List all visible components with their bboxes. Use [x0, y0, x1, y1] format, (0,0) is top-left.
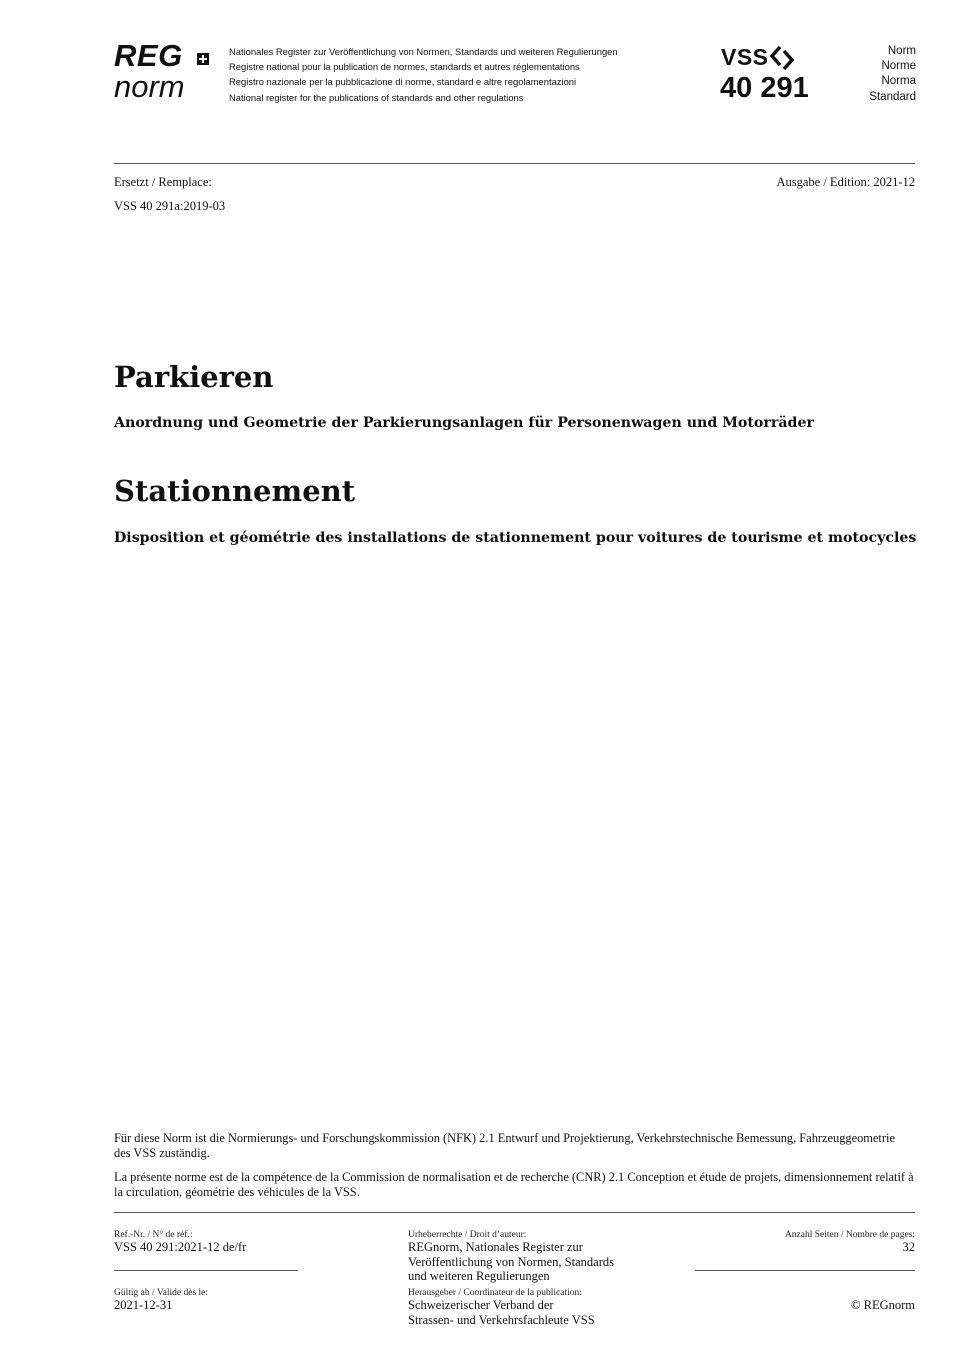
header-divider: [114, 163, 915, 164]
standard-number: 40 291: [720, 72, 809, 104]
pages-underline: [695, 1270, 915, 1271]
pages-value: 32: [902, 1240, 915, 1254]
swiss-cross-icon: [197, 53, 209, 65]
publisher-line: Strassen- und Verkehrsfachleute VSS: [408, 1312, 595, 1327]
regnorm-logo-norm: norm: [114, 69, 185, 104]
publisher-line: Schweizerischer Verband der: [408, 1298, 554, 1312]
norm-label-fr: Norme: [881, 60, 916, 73]
register-line-en: National register for the publications of standards and other regulations: [229, 91, 524, 103]
publisher-label: Herausgeber / Coordinateur de la publication:: [408, 1288, 582, 1298]
copyright-holder: [408, 1240, 614, 1284]
responsibility-fr: La présente norme est de la compétence de la Commission de normalisation et de recherche (CNR) 2.1 Conception et étude de projets, dimensionnement relatif à la circulation, géométrie des véhicules de la VSS.: [114, 1170, 914, 1199]
pages-label: Anzahl Seiten / Nombre de pages:: [784, 1230, 915, 1240]
copyright-line: Veröffentlichung von Normen, Standards: [408, 1254, 614, 1269]
copyright-line: und weiteren Regulierungen: [408, 1269, 550, 1284]
replaces-label: Ersetzt / Remplace:: [114, 175, 212, 189]
ref-underline: [114, 1270, 298, 1271]
register-description: [229, 44, 618, 105]
norm-language-labels: [850, 44, 916, 105]
register-line-de: Nationales Register zur Veröffentlichung von Normen, Standards und weiteren Regulierungen: [229, 46, 618, 57]
vss-logo-text: VSS: [721, 44, 769, 70]
title-fr: Stationnement: [114, 474, 356, 508]
vss-chevron-icon: [770, 45, 798, 71]
valid-label: Gültig ab / Valide dès le:: [114, 1288, 209, 1298]
ref-value: VSS 40 291:2021-12 de/fr: [114, 1240, 247, 1254]
norm-label-de: Norm: [887, 45, 916, 57]
regnorm-logo-reg: REG: [114, 38, 183, 73]
copyright-label: Urheberrechte / Droit d’auteur:: [408, 1230, 527, 1240]
replaces-value: VSS 40 291a:2019-03: [114, 199, 226, 213]
publisher-name: [408, 1298, 595, 1327]
valid-value: 2021-12-31: [114, 1298, 173, 1312]
register-line-it: Registro nazionale per la pubblicazione di norme, standard e altre regolamentazioni: [229, 76, 577, 88]
copyright-line: REGnorm, Nationales Register zur: [408, 1240, 583, 1254]
norm-label-it: Norma: [881, 75, 916, 88]
subtitle-de: Anordnung und Geometrie der Parkierungsanlagen für Personenwagen und Motorräder: [114, 415, 814, 431]
copyright-mark: © REGnorm: [850, 1298, 915, 1312]
norm-label-en: Standard: [869, 90, 916, 103]
edition-info: Ausgabe / Edition: 2021-12: [776, 175, 915, 189]
ref-label: Ref.-Nr. / N° de réf.:: [114, 1230, 193, 1240]
responsibility-de: Für diese Norm ist die Normierungs- und Forschungskommission (NFK) 2.1 Entwurf und Projektierung, Verkehrstechnische Bemessung, Fahrzeuggeometrie des VSS zuständig.: [114, 1131, 895, 1160]
register-line-fr: Registre national pour la publication de normes, standards et autres réglementations: [229, 61, 580, 73]
subtitle-fr: Disposition et géométrie des installations de stationnement pour voitures de tourisme et motocycles: [114, 530, 917, 546]
footer-divider: [114, 1212, 915, 1213]
title-de: Parkieren: [114, 360, 274, 394]
